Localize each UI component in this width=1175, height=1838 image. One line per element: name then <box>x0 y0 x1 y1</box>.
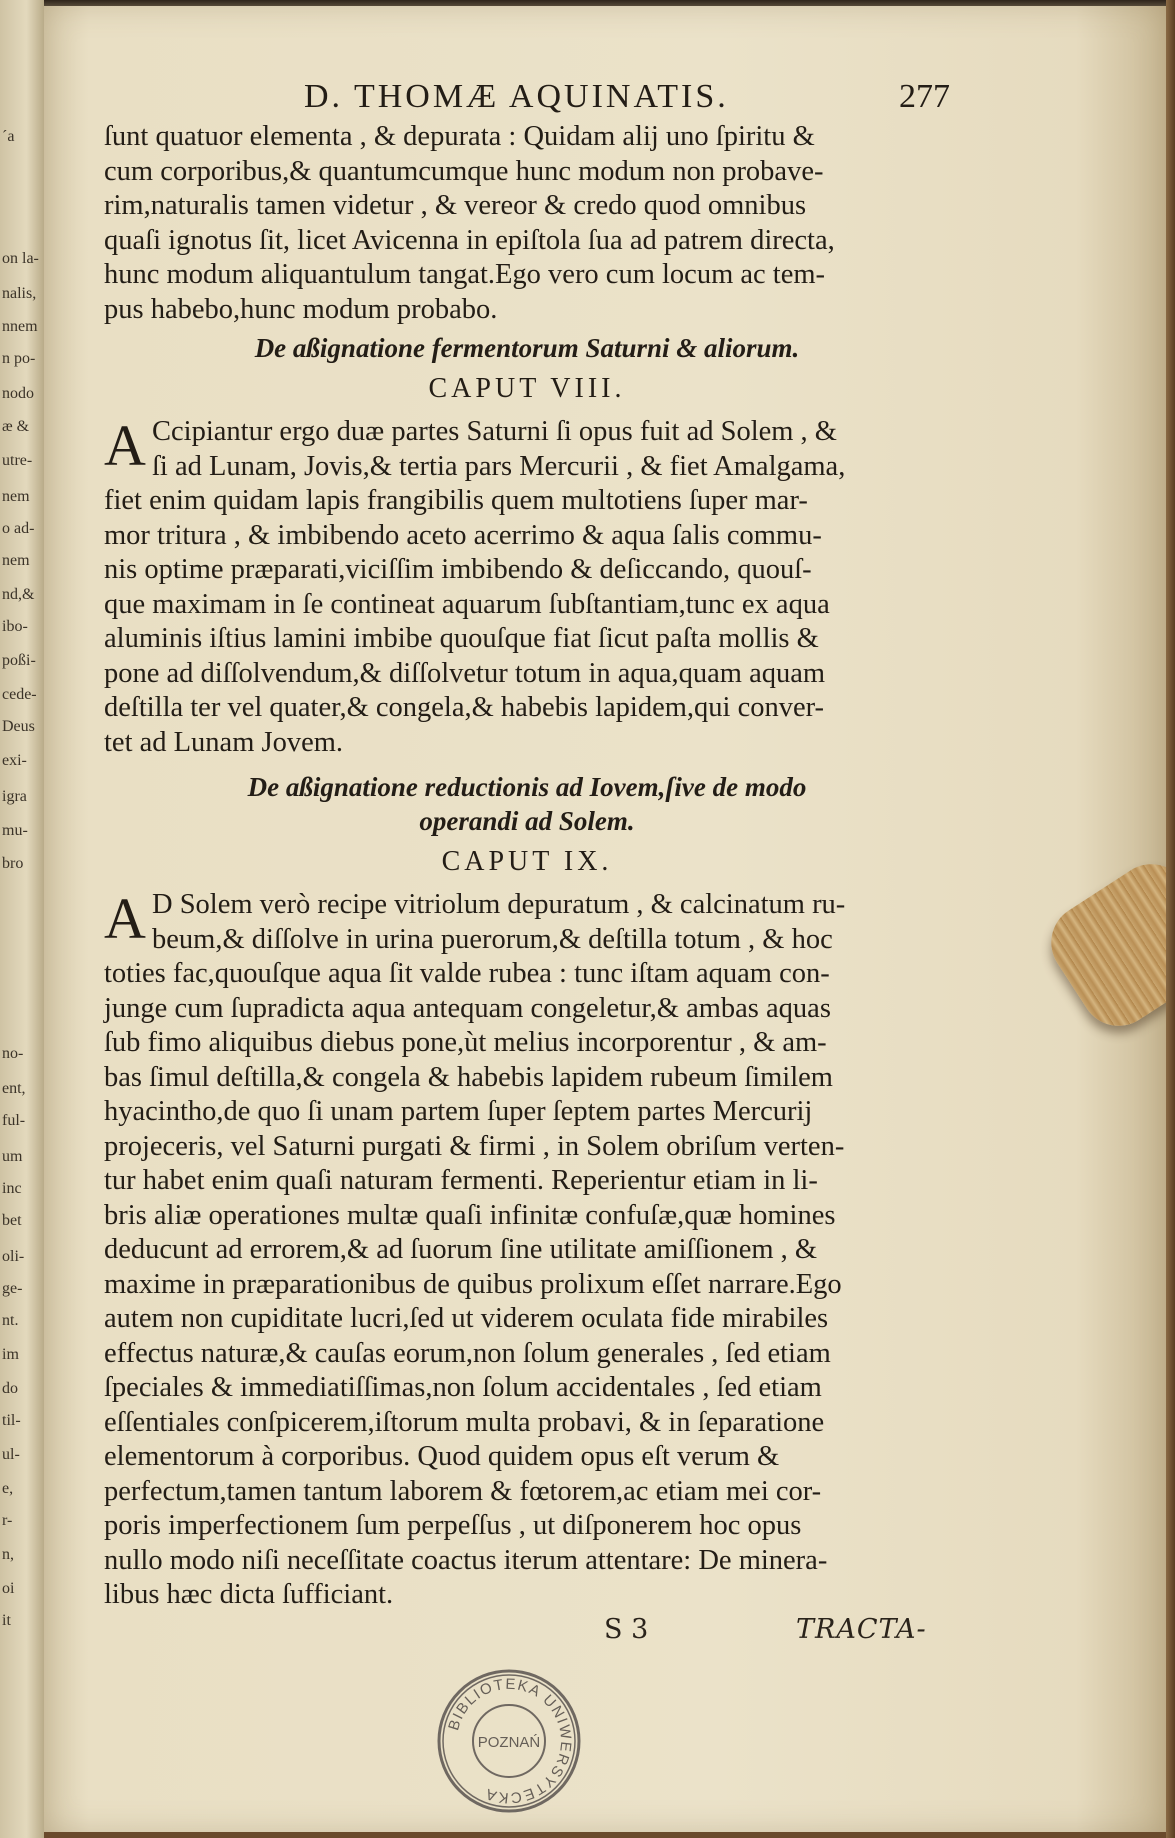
margin-fragment: mu- <box>2 822 28 839</box>
text-line: toties fac,quouſque aqua ſit valde rubea : tunc iſtam aquam con- <box>104 958 830 989</box>
library-stamp <box>434 1666 584 1816</box>
margin-fragment: do <box>2 1380 18 1397</box>
margin-fragment: nalis, <box>2 285 37 302</box>
margin-fragment: nodo <box>2 385 34 402</box>
text-line: bas ſimul deſtilla,& congela & habebis lapidem rubeum ſimilem <box>104 1061 833 1093</box>
drop-cap: A <box>104 886 146 951</box>
running-title: D. THOMÆ AQUINATIS. <box>304 78 729 115</box>
section-heading-ix-line2: operandi ad Solem. <box>419 806 635 836</box>
text-line: projeceris, vel Saturni purgati & firmi , in Solem obriſum verten- <box>104 1130 845 1162</box>
text-line: effectus naturæ,& cauſas eorum,non ſolum generales , ſed etiam <box>104 1337 831 1369</box>
text-block <box>104 78 950 1613</box>
margin-fragment: ´a <box>2 128 15 145</box>
margin-fragment: im <box>2 1346 19 1363</box>
paragraph-intro <box>104 120 950 327</box>
text-line: nullo modo niſi neceſſitate coactus iterum attentare: De minera- <box>104 1544 828 1576</box>
margin-fragment: Deus <box>2 718 35 735</box>
text-line: eſſentiales conſpicerem,iſtorum multa probavi, & in ſeparatione <box>104 1406 825 1438</box>
margin-fragment: ful- <box>2 1112 26 1129</box>
margin-fragment: ge- <box>2 1280 23 1297</box>
margin-fragment: oli- <box>2 1248 25 1265</box>
text-line: rim,naturalis tamen videtur , & vereor & credo quod omnibus <box>104 190 807 221</box>
text-line: hyacintho,de quo ſi unam partem ſuper ſeptem partes Mercurij <box>104 1096 813 1127</box>
text-line: junge cum ſupradicta aqua antequam congeletur,& ambas aquas <box>104 992 831 1024</box>
text-line: cum corporibus,& quantumcumque hunc modum non probave- <box>104 155 824 187</box>
book-page <box>44 6 1166 1832</box>
section-heading-ix-line1: De aßignatione reductionis ad Iovem,ſive de modo <box>247 772 807 802</box>
signature-mark: S 3 <box>604 1614 649 1645</box>
running-head <box>104 78 950 120</box>
previous-page-margin <box>0 0 44 1838</box>
margin-fragment: inc <box>2 1180 22 1197</box>
text-line: maxime in præparationibus de quibus prolixum eſſet narrare.Ego <box>104 1268 842 1300</box>
margin-fragment: e, <box>2 1480 14 1497</box>
text-line: ſub fimo aliquibus diebus pone,ùt melius incorporentur , & am- <box>104 1027 827 1058</box>
margin-fragment: oi <box>2 1580 15 1597</box>
page-number: 277 <box>899 78 950 115</box>
margin-fragment: poßi- <box>2 652 36 669</box>
section-heading-viii: De aßignatione fermentorum Saturni & aliorum. <box>254 333 800 363</box>
paragraph-chapter-viii <box>104 415 950 760</box>
margin-fragment: cede- <box>2 686 37 703</box>
margin-fragment: r- <box>2 1512 13 1529</box>
text-line: quaſi ignotus ſit, licet Avicenna in epiſtola ſua ad patrem directa, <box>104 224 835 256</box>
margin-fragment: igra <box>2 788 27 805</box>
margin-fragment: bro <box>2 855 24 872</box>
margin-fragment: nem <box>2 488 30 505</box>
text-line: D Solem verò recipe vitriolum depuratum , & calcinatum ru- <box>152 889 846 920</box>
chapter-title-viii: CAPUT VIII. <box>428 373 626 404</box>
chapter-title-ix: CAPUT IX. <box>441 846 613 877</box>
book-edge <box>1166 0 1175 1838</box>
text-line: tur habet enim quaſi naturam fermenti. Reperientur etiam in li- <box>104 1165 818 1196</box>
text-line: ſi ad Lunam, Jovis,& tertia pars Mercurii , & fiet Amalgama, <box>152 450 846 482</box>
margin-fragment: n, <box>2 1546 14 1563</box>
margin-fragment: ent, <box>2 1080 26 1097</box>
text-line: ſpeciales & immediatiſſimas,non ſolum accidentales , ſed etiam <box>104 1372 822 1403</box>
margin-fragment: bet <box>2 1212 22 1229</box>
text-line: ſunt quatuor elementa , & depurata : Quidam alij uno ſpiritu & <box>104 121 815 152</box>
svg-text:POZNAŃ: POZNAŃ <box>477 1734 541 1751</box>
text-line: tet ad Lunam Jovem. <box>104 726 344 758</box>
text-line: poris imperfectionem ſum perpeſſus , ut diſponerem hoc opus <box>104 1510 802 1541</box>
drop-cap: A <box>104 413 146 478</box>
margin-fragment: til- <box>2 1412 21 1429</box>
margin-fragment: ul- <box>2 1446 20 1463</box>
margin-fragment: um <box>2 1148 23 1165</box>
paragraph-chapter-ix <box>104 888 950 1613</box>
margin-fragment: nem <box>2 552 30 569</box>
margin-fragment: nnem <box>2 318 38 335</box>
text-line: libus hæc dicta ſufficiant. <box>104 1579 394 1610</box>
margin-fragment: o ad- <box>2 520 35 537</box>
text-line: elementorum à corporibus. Quod quidem opus eſt verum & <box>104 1441 780 1472</box>
text-line: mor tritura , & imbibendo aceto acerrimo & aqua ſalis commu- <box>104 519 822 551</box>
margin-fragment: on la- <box>2 250 39 267</box>
text-line: hunc modum aliquantulum tangat.Ego vero cum locum ac tem- <box>104 259 826 290</box>
text-line: beum,& diſſolve in urina puerorum,& deſtilla totum , & hoc <box>152 923 833 955</box>
margin-fragment: nd,& <box>2 586 35 603</box>
svg-text:BIBLIOTEKA UNIWERSYTECKA: BIBLIOTEKA UNIWERSYTECKA <box>445 1675 575 1807</box>
text-line: deſtilla ter vel quater,& congela,& habebis lapidem,qui conver- <box>104 692 825 723</box>
text-line: bris aliæ operationes multæ quaſi infinitæ confuſæ,quæ homines <box>104 1199 836 1231</box>
catchword: TRACTA- <box>796 1614 927 1645</box>
margin-fragment: utre- <box>2 452 33 469</box>
text-line: nis optime præparati,viciſſim imbibendo & deſiccando, quouſ- <box>104 554 812 585</box>
text-line: pus habebo,hunc modum probabo. <box>104 293 498 325</box>
margin-fragment: æ & <box>2 418 30 435</box>
margin-fragment: ibo- <box>2 618 28 635</box>
text-line: que maximam in ſe contineat aquarum ſubſtantiam,tunc ex aqua <box>104 588 830 620</box>
text-line: autem non cupiditate lucri,ſed ut viderem oculata fide mirabiles <box>104 1303 829 1334</box>
margin-fragment: it <box>2 1612 11 1629</box>
margin-fragment: n po- <box>2 350 36 367</box>
text-line: aluminis iſtius lamini imbibe quouſque fiat ſicut paſta mollis & <box>104 623 819 654</box>
text-line: pone ad diſſolvendum,& diſſolvetur totum in aqua,quam aquam <box>104 657 826 689</box>
margin-fragment: no- <box>2 1045 24 1062</box>
margin-fragment: nt. <box>2 1312 19 1329</box>
text-line: Ccipiantur ergo duæ partes Saturni ſi opus fuit ad Solem , & <box>152 416 837 447</box>
text-line: fiet enim quidam lapis frangibilis quem multotiens ſuper mar- <box>104 485 808 516</box>
margin-fragment: exi- <box>2 752 27 769</box>
text-line: deducunt ad errorem,& ad ſuorum ſine utilitate amiſſionem , & <box>104 1234 818 1265</box>
text-line: perfectum,tamen tantum laborem & fœtorem,ac etiam mei cor- <box>104 1475 822 1507</box>
